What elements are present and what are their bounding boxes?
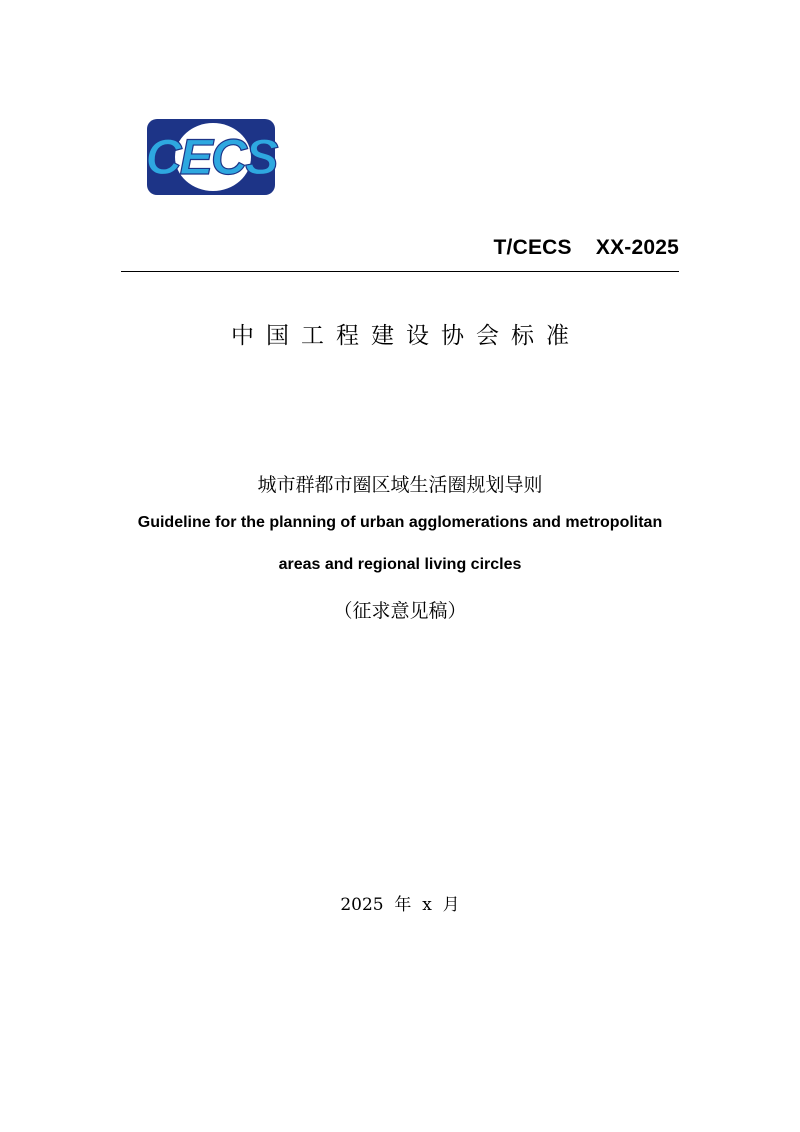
document-title-en-line2: areas and regional living circles — [278, 556, 522, 573]
header-divider — [121, 271, 679, 272]
document-title-en-line1: Guideline for the planning of urban agglomerations and metropolitan — [137, 514, 663, 531]
document-title-cn: 城市群都市圈区域生活圈规划导则 — [257, 474, 543, 496]
publication-date: 2025 年 x 月 — [340, 895, 460, 915]
cecs-logo-graphic — [139, 119, 283, 195]
logo-text: CECS — [145, 129, 277, 185]
association-title: 中国工程建设协会标准 — [231, 323, 581, 349]
draft-status: （征求意见稿） — [333, 600, 467, 622]
standard-number: T/CECS XX-2025 — [493, 236, 679, 259]
cecs-logo — [139, 119, 283, 195]
